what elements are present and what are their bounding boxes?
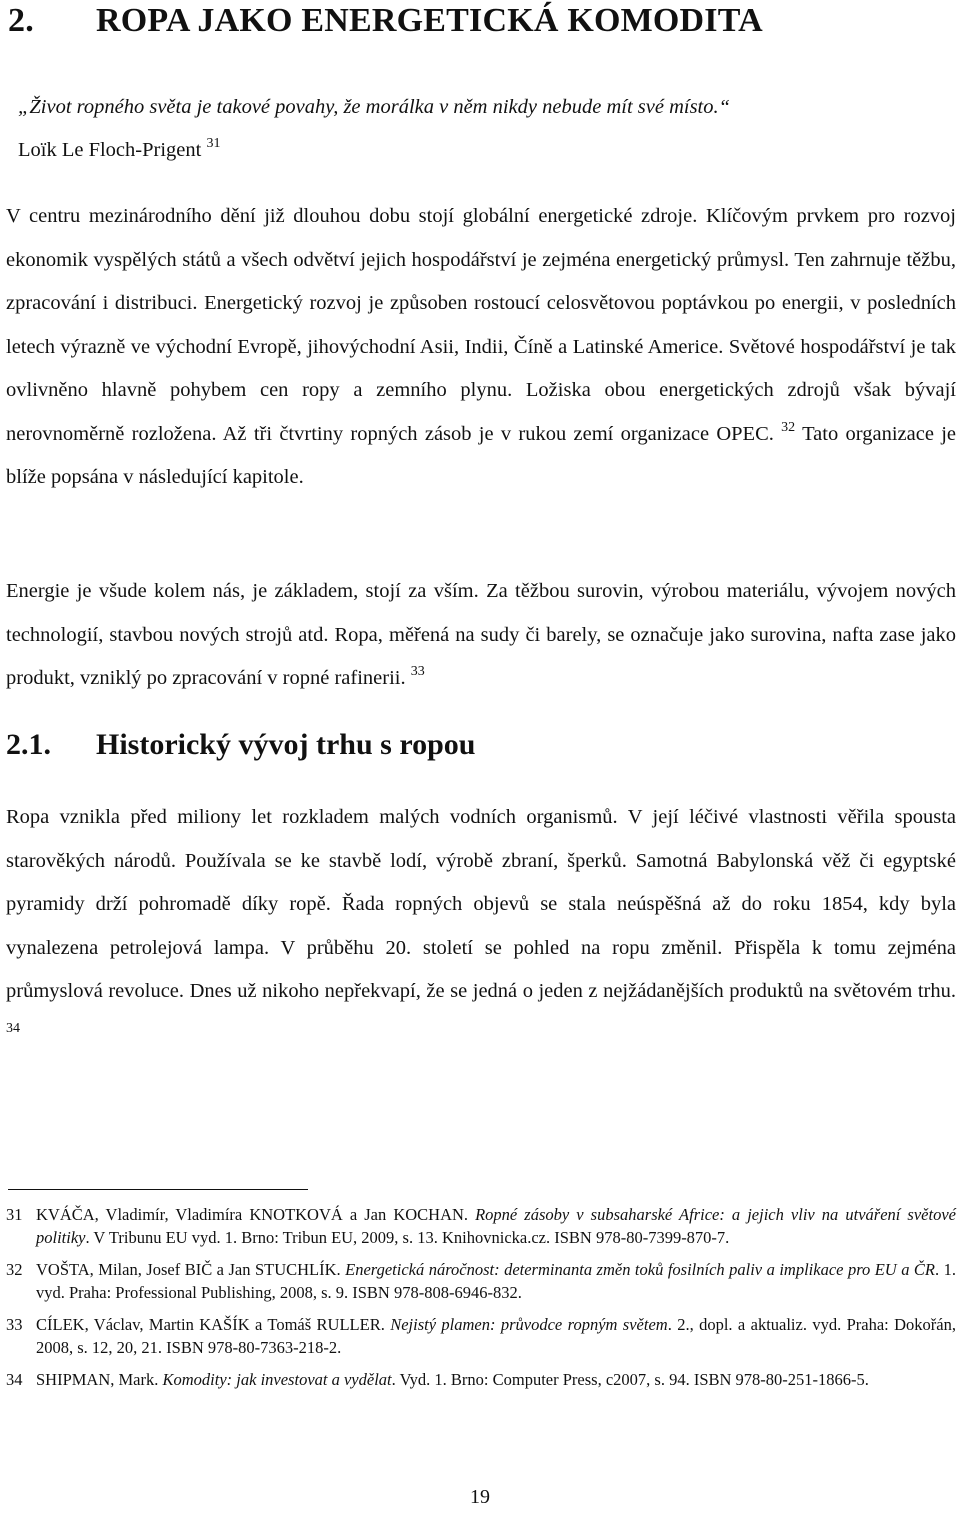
footnote-number: 33 xyxy=(6,1315,23,1334)
paragraph-energy-resources xyxy=(6,195,956,500)
chapter-heading xyxy=(8,2,763,40)
paragraph-energy-everywhere xyxy=(6,570,956,701)
footnote-31 xyxy=(6,1203,956,1249)
footnotes xyxy=(6,1203,956,1400)
paragraph-text: Ropa vznikla před miliony let rozkladem malých vodních organismů. V její léčivé vlastnosti věřila spousta starověkých národů. Používala se ke stavbě lodí, výrobě zbraní, šperků. Samotná Babylonská věž či egyptské pyramidy drží pohromadě díky ropě. Řada ropných objevů se stala neúspěšná až do roku 1854, kdy byla vynalezena petrolejová lampa. V průběhu 20. století se pohled na ropu změnil. Přispěla k tomu zejména průmyslová revoluce. Dnes už nikoho nepřekvapí, že se jedná o jeden z nejžádanějších produktů na světovém trhu. xyxy=(6,806,956,1002)
motto-author-name: Loïk Le Floch-Prigent xyxy=(18,139,202,161)
section-title: Historický vývoj trhu s ropou xyxy=(96,728,476,761)
footnote-authors: SHIPMAN, Mark. xyxy=(36,1370,163,1389)
footnote-authors: CÍLEK, Václav, Martin KAŠÍK a Tomáš RULLER. xyxy=(36,1315,391,1334)
motto-author xyxy=(18,129,220,172)
footnote-publication: . V Tribunu EU vyd. 1. Brno: Tribun EU, 2009, s. 13. Knihovnicka.cz. ISBN 978-80-7399-870-7. xyxy=(85,1228,730,1247)
page-number: 19 xyxy=(470,1486,490,1508)
paragraph-text: V centru mezinárodního dění již dlouhou dobu stojí globální energetické zdroje. Klíčovým prvkem pro rozvoj ekonomik vyspělých států a všech odvětví jejich hospodářství je zejména energetický průmysl. Ten zahrnuje těžbu, zpracování i distribuci. Energetický rozvoj je způsoben rostoucí celosvětovou poptávkou po energii, v posledních letech výrazně ve východní Evropě, jihovýchodní Asii, Indii, Číně a Latinské Americe. Světové hospodářství je tak ovlivněno hlavně pohybem cen ropy a zemního plynu. Ložiska obou energetických zdrojů však bývají nerovnoměrně rozložena. Až tři čtvrtiny ropných zásob je v rukou zemí organizace OPEC. xyxy=(6,205,956,445)
footnote-publication: . Vyd. 1. Brno: Computer Press, c2007, s. 94. ISBN 978-80-251-1866-5. xyxy=(391,1370,869,1389)
paragraph-text: Energie je všude kolem nás, je základem, stojí za vším. Za těžbou surovin, výrobou materiálu, vývojem nových technologií, stavbou nových strojů atd. Ropa, měřená na sudy či barely, se označuje jako surovina, nafta zase jako produkt, vzniklý po zpracování v ropné rafinerii. xyxy=(6,580,956,689)
footnote-ref-33[interactable]: 33 xyxy=(410,664,425,679)
footnote-ref-31[interactable]: 31 xyxy=(206,136,221,151)
footnote-34 xyxy=(6,1368,956,1391)
motto-quote: „Život ropného světa je takové povahy, že morálka v něm nikdy nebude mít své místo.“ xyxy=(18,96,731,118)
footnote-title: Nejistý plamen: průvodce ropným světem xyxy=(390,1315,668,1334)
footnote-ref-34[interactable]: 34 xyxy=(6,1020,20,1036)
footnote-title: Energetická náročnost: determinanta změn toků fosilních paliv a implikace pro EU a ČR xyxy=(345,1260,936,1279)
footnote-33 xyxy=(6,1313,956,1359)
footnote-title: Ropné zásoby v subsaharské Africe: a jejich vliv na utváření světové politiky xyxy=(36,1205,956,1247)
footnote-publication: . 1. vyd. Praha: Professional Publishing, 2008, s. 9. ISBN 978-808-6946-832. xyxy=(36,1260,956,1302)
section-number: 2.1. xyxy=(6,728,51,761)
footnote-number: 31 xyxy=(6,1205,23,1224)
paragraph-oil-history xyxy=(6,796,956,1057)
footnote-title: Komodity: jak investovat a vydělat xyxy=(162,1370,392,1389)
section-heading xyxy=(6,728,475,762)
chapter-number: 2. xyxy=(8,2,34,39)
footnote-authors: KVÁČA, Vladimír, Vladimíra KNOTKOVÁ a Jan KOCHAN. xyxy=(36,1205,476,1224)
footnote-number: 34 xyxy=(6,1370,23,1389)
chapter-title: ROPA JAKO ENERGETICKÁ KOMODITA xyxy=(96,2,763,39)
footnote-authors: VOŠTA, Milan, Josef BIČ a Jan STUCHLÍK. xyxy=(36,1260,346,1279)
footnote-ref-32[interactable]: 32 xyxy=(781,419,796,435)
footnote-32 xyxy=(6,1258,956,1304)
footnote-separator xyxy=(8,1189,308,1190)
paragraph-text-continued: Tato organizace je blíže popsána v následující kapitole. xyxy=(6,422,956,488)
footnote-number: 32 xyxy=(6,1260,23,1279)
footnote-publication: . 2., dopl. a aktualiz. vyd. Praha: Dokořán, 2008, s. 12, 20, 21. ISBN 978-80-7363-218-2. xyxy=(36,1315,956,1357)
